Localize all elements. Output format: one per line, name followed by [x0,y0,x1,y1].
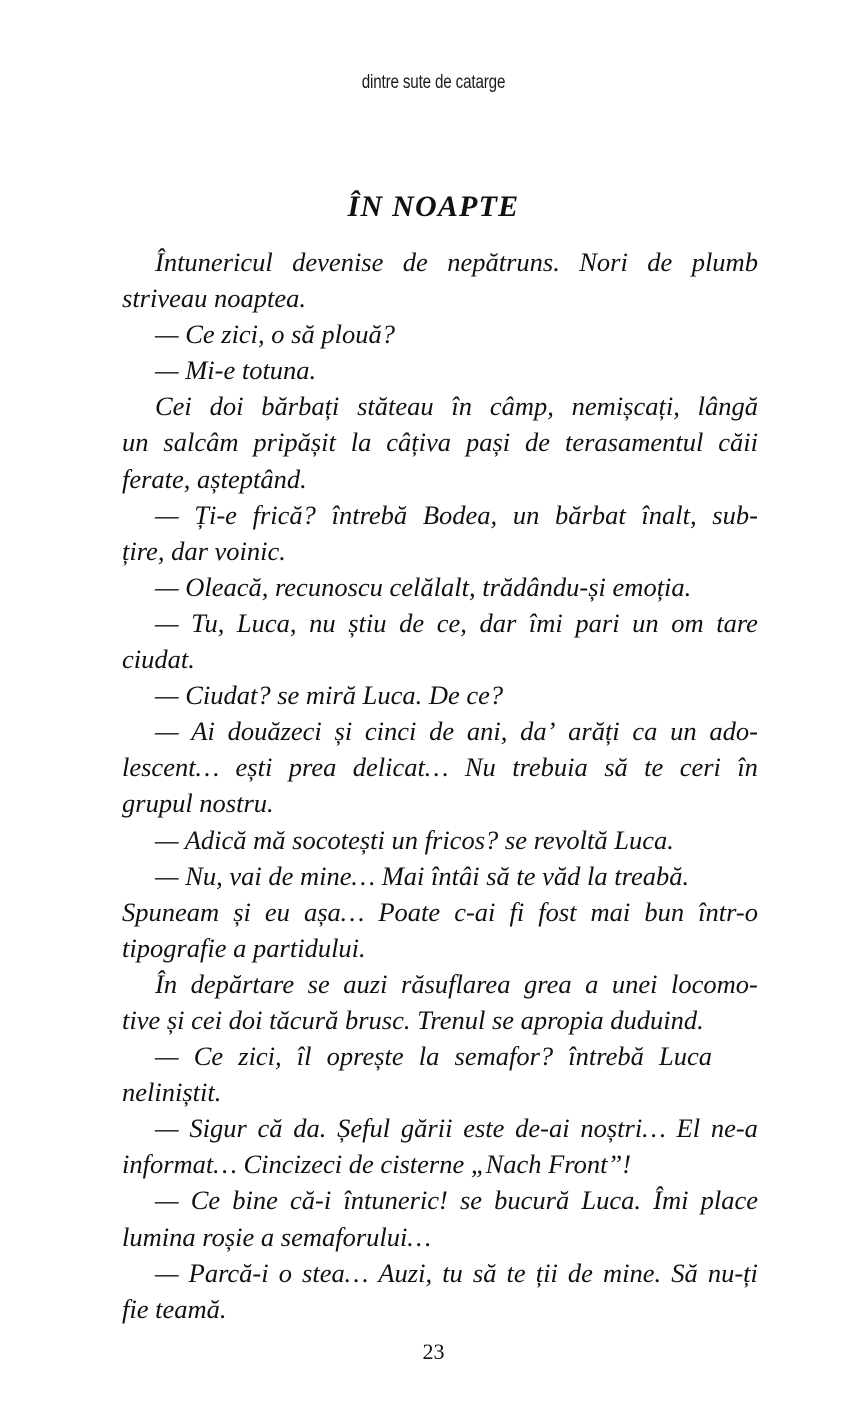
text-word: trebuia [512,752,588,783]
text-word: știu [348,607,387,638]
text-word: doi [209,391,244,422]
text-line [122,424,758,460]
text-word: de [647,247,673,277]
text-word: tu [442,1257,463,1288]
text-word: — [155,1185,179,1216]
text-line [122,244,758,280]
text-word: să [472,1257,497,1288]
text-word: delicat… [352,752,449,783]
text-word: se [307,968,330,999]
text-word: eu [264,896,290,927]
text-word: cinci [364,716,417,747]
text-line: neliniștit. [122,1077,222,1108]
text-word: căii [718,427,758,458]
text-word: — [155,1257,179,1288]
text-word: Bodea, [422,499,498,530]
text-line: — Adică mă socotești un fricos? se revoltă Luca. [155,824,674,855]
text-line [122,966,758,1002]
text-word: întrebă [331,499,408,530]
text-word: un [122,427,149,458]
text-word: da. [293,1113,327,1144]
text-word: depărtare [190,968,295,999]
text-word: nu [309,607,336,638]
text-word: să [604,752,628,783]
text-word: El [676,1113,701,1144]
text-word: de-ai [515,1113,570,1144]
text-line: țire, dar voinic. [122,535,286,566]
text-line [122,605,758,641]
text-word: bine [232,1185,278,1216]
text-word: Luca. [581,1185,641,1216]
text-word: ce, [436,607,467,638]
text-word: de [525,427,551,458]
text-line: ferate, așteptând. [122,463,307,494]
text-word: răsuflarea [401,968,511,999]
text-word: c-ai [454,896,496,927]
text-word: de [402,247,428,277]
text-word: dar [479,607,517,638]
text-word: ții [535,1257,558,1288]
text-word: terasamentul [564,427,704,458]
text-word: Spuneam [122,896,220,927]
text-line: — Ce zici, o să plouă? [155,319,395,350]
text-word: nu-ți [707,1257,758,1288]
text-line: — Mi-e totuna. [155,355,317,386]
text-word: stăteau [357,391,434,422]
text-word: Tu, [191,607,225,638]
text-line: — Ciudat? se miră Luca. De ce? [155,680,504,711]
text-line: informat… Cincizeci de cisterne „Nach Front”! [122,1149,632,1180]
text-word: Ai [191,716,215,747]
text-word: frică? [252,499,316,530]
text-word: ado- [709,716,758,747]
text-word: așa… [303,896,365,927]
text-word: în [737,752,758,783]
text-line [122,1110,758,1146]
text-word: nemișcați, [571,391,680,422]
text-word: într-o [698,896,758,927]
text-word: o [278,1257,292,1288]
text-word: bărbați [261,391,340,422]
text-line [122,1182,758,1218]
text-word: Șeful [337,1113,391,1144]
text-word: Să [671,1257,698,1288]
text-word: — [155,716,179,747]
text-word: bun [644,896,685,927]
text-word: Poate [378,896,441,927]
text-word: Cei [155,391,192,422]
running-head: dintre sute de catarge [361,72,506,93]
text-word: Întunericul [155,247,273,277]
text-word: câmp, [489,391,554,422]
text-word: unei [611,968,658,999]
text-line [122,497,758,533]
text-line: ciudat. [122,644,195,675]
text-word: a [585,968,599,999]
text-word: da’ [520,716,556,747]
text-word: pari [575,607,620,638]
text-line: fie teamă. [122,1293,227,1324]
text-word: Sigur [189,1113,247,1144]
text-line: grupul nostru. [122,788,274,819]
text-word: Auzi, [378,1257,433,1288]
text-line [122,894,758,930]
text-word: Ți-e [194,499,237,530]
text-word: auzi [343,968,388,999]
text-word: fost [538,896,577,927]
text-word: că [257,1113,283,1144]
text-word: este [463,1113,505,1144]
text-line: — Oleacă, recunoscu celălalt, trădându-și emoția. [155,571,692,602]
text-line [122,1255,758,1291]
text-word: Parcă-i [188,1257,269,1288]
chapter-title: ÎN NOAPTE [347,190,520,224]
page-number: 23 [422,1339,445,1364]
text-line: striveau noaptea. [122,283,306,314]
text-line [122,749,758,785]
text-line [122,388,758,424]
text-word: — [155,1113,179,1144]
text-word: ca [632,716,658,747]
text-line: — Nu, vai de mine… Mai întâi să te văd la treabă. [155,860,690,891]
text-word: grea [523,968,572,999]
text-word: un [670,716,697,747]
text-word: la [350,427,372,458]
text-word: îmi [528,607,563,638]
text-word: bucură [494,1185,570,1216]
text-word: de [567,1257,593,1288]
text-word: bărbat [555,499,626,530]
text-word: douăzeci [227,716,322,747]
text-word: plumb [691,247,758,277]
text-word: lescent… [122,752,220,783]
text-word: arăți [568,716,620,747]
text-word: sub- [712,499,758,530]
text-word: ești [235,752,273,783]
text-word: te [644,752,664,783]
text-word: te [506,1257,526,1288]
text-word: câțiva [386,427,452,458]
text-word: întuneric! [343,1185,448,1216]
text-word: ani, [466,716,508,747]
text-word: în [451,391,473,422]
text-line: lumina roșie a semaforului… [122,1221,431,1252]
text-word: se [459,1185,483,1216]
text-line: tive și cei doi tăcură brusc. Trenul se apropia duduind. [122,1004,704,1035]
text-word: gării [400,1113,453,1144]
text-word: și [233,896,251,927]
text-word: mai [590,896,631,927]
text-line [122,713,758,749]
text-word: că-i [290,1185,332,1216]
text-word: fi [509,896,525,927]
text-word: salcâm [163,427,239,458]
text-word: un [632,607,659,638]
text-word: ceri [679,752,721,783]
text-word: un [512,499,540,530]
text-word: locomo- [671,968,758,999]
text-word: și [334,716,353,747]
text-word: Nu [464,752,496,783]
text-word: tare [716,607,758,638]
text-word: place [700,1185,758,1216]
text-word: înalt, [641,499,697,530]
text-word: — [155,607,179,638]
text-word: pași [465,427,511,458]
text-line: — Ce zici, îl oprește la semafor? întrebă Luca [155,1041,712,1072]
text-word: mine. [603,1257,662,1288]
text-word: om [671,607,704,638]
text-word: de [429,716,455,747]
text-word: prea [288,752,337,783]
text-word: — [155,499,179,530]
text-word: Îmi [653,1185,689,1216]
text-word: Luca, [236,607,297,638]
text-word: pripășit [253,427,336,458]
text-word: În [155,968,178,999]
text-word: devenise [292,247,384,277]
body-text-block [122,244,758,1327]
text-word: Nori [579,247,628,277]
text-word: stea… [302,1257,369,1288]
text-word: Ce [190,1185,221,1216]
text-word: nepătruns. [447,247,560,277]
text-word: noștri… [580,1113,666,1144]
text-word: ne-a [710,1113,758,1144]
text-line: tipografie a partidului. [122,932,366,963]
text-word: lângă [697,391,758,422]
text-word: de [399,607,425,638]
